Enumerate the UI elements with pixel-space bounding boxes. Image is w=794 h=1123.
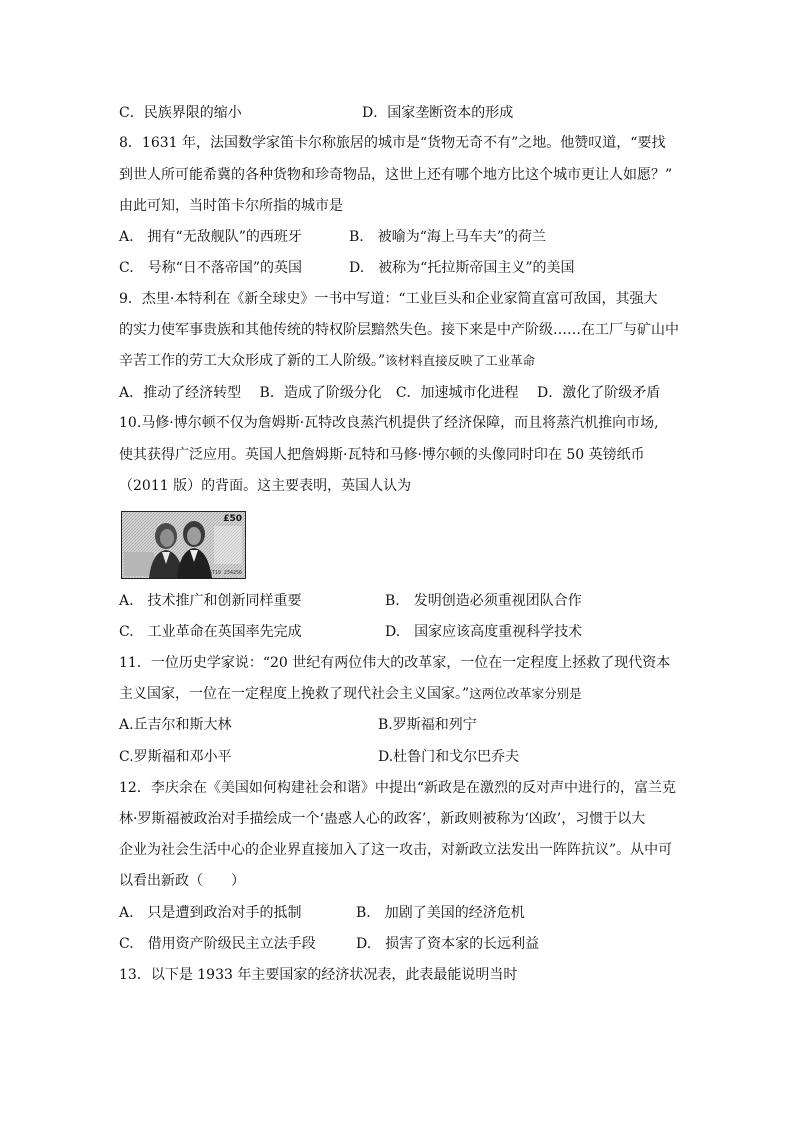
q9-options: A．推动了经济转型 B．造成了阶级分化 C．加速城市化进程 D．激化了阶级矛盾 (119, 385, 661, 401)
q12-option-c: C. 借用资产阶级民主立法手段 (119, 936, 316, 952)
q12-stem-line-3: 企业为社会生活中心的企业界直接加入了这一攻击，对新政立法发出一阵阵抗议”。从中可 (119, 842, 673, 858)
q8-stem-line-3: 由此可知，当时笛卡尔所指的城市是 (119, 198, 343, 214)
q10-option-c: C. 工业革命在英国率先完成 (119, 624, 302, 640)
q13-stem-line-1: 13．以下是 1933 年主要国家的经济状况表，此表最能说明当时 (119, 967, 518, 983)
q8-option-a: A. 拥有“无敌舰队”的西班牙 (119, 229, 302, 245)
q9-stem-line-1: 9．杰里·本特利在《新全球史》一书中写道：“工业巨头和企业家简直富可敌国，其强大 (119, 291, 658, 307)
q10-option-b: B. 发明创造必须重视团队合作 (385, 593, 582, 609)
q7-option-d: D．国家垄断资本的形成 (362, 105, 514, 121)
q8-stem-line-2: 到世人所可能希冀的各种货物和珍奇物品，这世上还有哪个地方比这个城市更让人如愿？” (119, 167, 673, 183)
q8-stem-line-1: 8．1631 年，法国数学家笛卡尔称旅居的城市是“货物无奇不有”之地。他赞叹道，“要找 (119, 135, 666, 151)
q11-option-d: D.杜鲁门和戈尔巴乔夫 (378, 749, 520, 765)
q10-option-d: D. 国家应该高度重视科学技术 (385, 624, 583, 640)
q8-option-d: D. 被称为“托拉斯帝国主义”的美国 (349, 260, 575, 276)
q11-option-a: A.丘吉尔和斯大林 (119, 717, 232, 733)
q11-option-c: C.罗斯福和邓小平 (119, 749, 232, 765)
q9-stem-line-2: 的实力使军事贵族和其他传统的特权阶层黯然失色。接下来是中产阶级……在工厂与矿山中 (119, 322, 679, 338)
q12-stem-line-4: 以看出新政（ ） (119, 873, 245, 889)
banknote-denomination: £50 (223, 514, 242, 524)
q9-stem-line-3 (119, 352, 535, 370)
banknote-serial-number: AT19 234256 (208, 570, 242, 576)
q10-option-a: A. 技术推广和创新同样重要 (119, 593, 302, 609)
q8-option-c: C. 号称“日不落帝国”的英国 (119, 260, 302, 276)
q10-stem-line-2: 使其获得广泛应用。英国人把詹姆斯·瓦特和马修·博尔顿的头像同时印在 50 英镑纸币 (119, 447, 645, 463)
q9-stem-question: 该材料直接反映了工业革命 (385, 353, 536, 368)
fifty-pound-banknote-image (121, 511, 246, 579)
q11-stem-quote-end: 主义国家，一位在一定程度上挽救了现代社会主义国家。” (119, 686, 470, 702)
q11-stem-line-1: 11．一位历史学家说：“20 世纪有两位伟大的改革家，一位在一定程度上拯救了现代资本 (119, 655, 671, 671)
q8-option-b: B. 被喻为“海上马车夫”的荷兰 (349, 229, 547, 245)
q11-option-b: B.罗斯福和列宁 (378, 717, 477, 733)
q10-stem-line-1: 10.马修·博尔顿不仅为詹姆斯·瓦特改良蒸汽机提供了经济保障，而且将蒸汽机推向市场, (119, 415, 659, 431)
q9-stem-quote-end: 辛苦工作的劳工大众形成了新的工人阶级。” (119, 353, 386, 369)
q11-stem-line-2 (119, 685, 582, 703)
q12-option-a: A. 只是遭到政治对手的抵制 (119, 905, 302, 921)
q11-stem-question: 这两位改革家分别是 (469, 686, 582, 701)
q12-option-d: D. 损害了资本家的长远利益 (356, 936, 540, 952)
q12-stem-line-2: 林·罗斯福被政治对手描绘成一个‘蛊惑人心的政客’，新政则被称为‘凶政’，习惯于以大 (119, 811, 646, 827)
q10-stem-line-3: （2011 版）的背面。这主要表明，英国人认为 (119, 478, 412, 494)
q7-option-c: C．民族界限的缩小 (119, 105, 242, 121)
q12-stem-line-1: 12．李庆余在《美国如何构建社会和谐》中提出“新政是在激烈的反对声中进行的，富兰克 (119, 780, 676, 796)
q12-option-b: B. 加剧了美国的经济危机 (356, 905, 525, 921)
